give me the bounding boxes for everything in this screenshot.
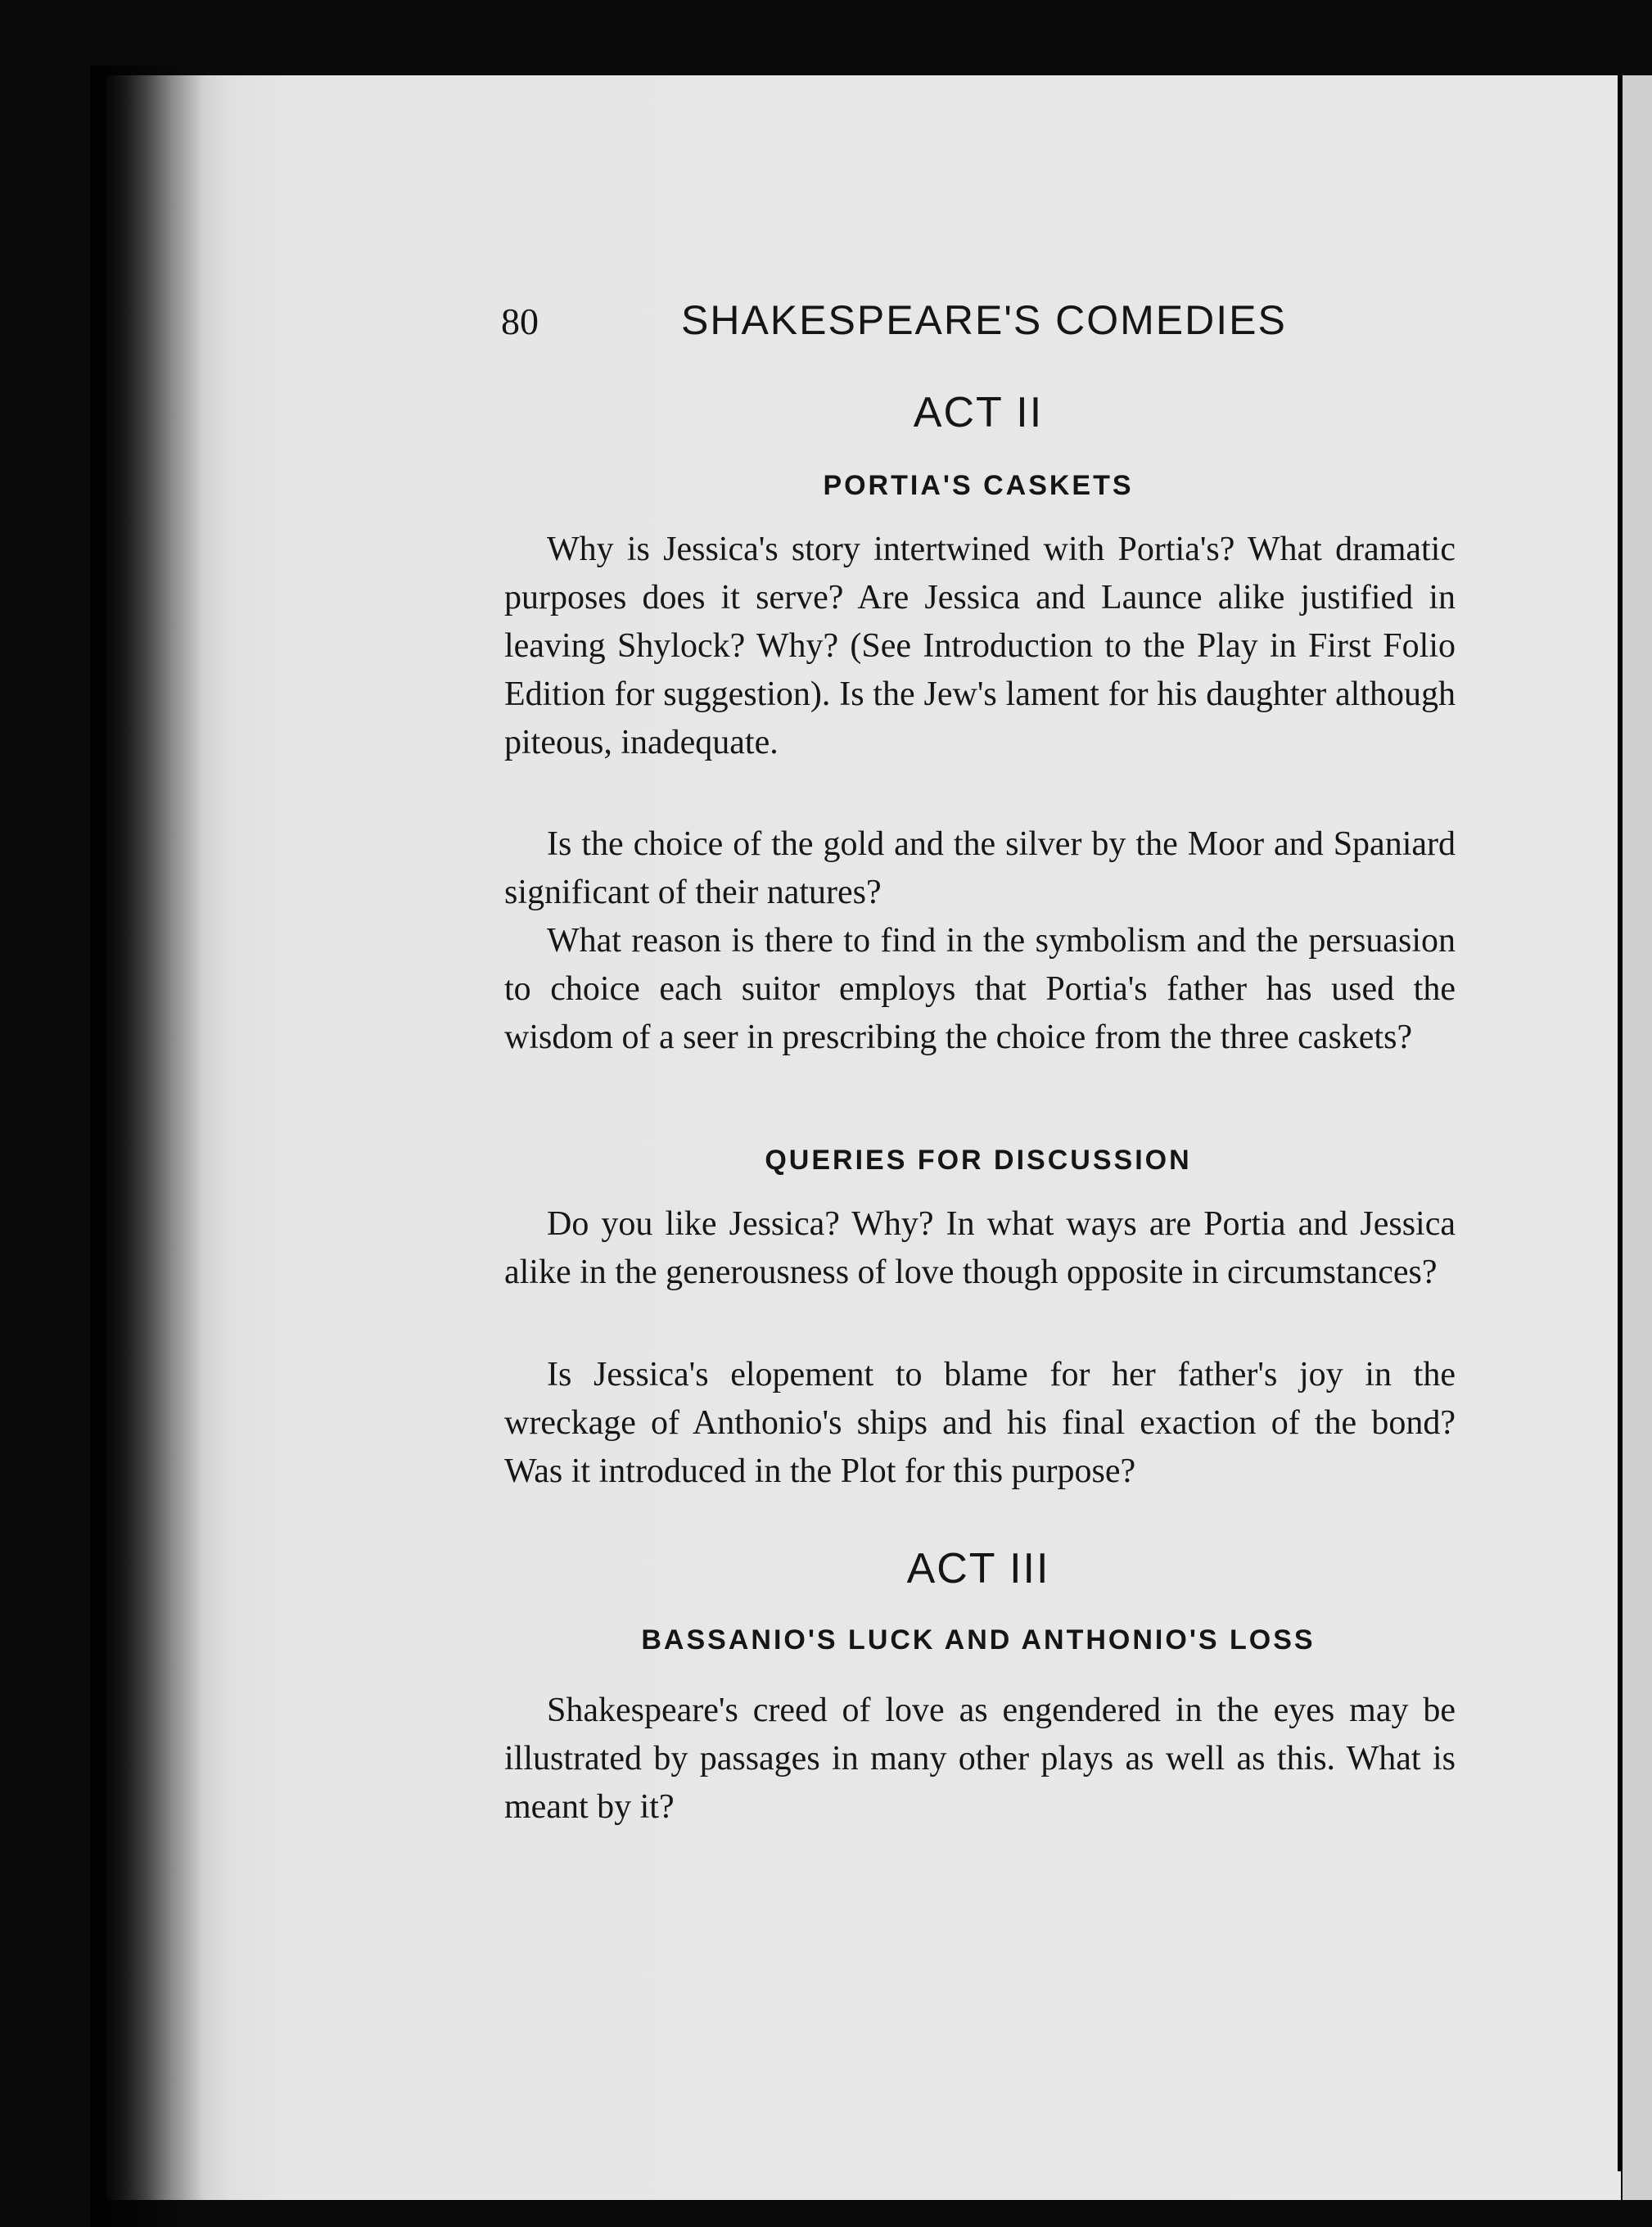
facing-page-edge [1623, 75, 1652, 2200]
paragraph: Is Jessica's elopement to blame for her father's joy in the wreckage of Anthonio's ships and his final exaction of the bond? Was it introduced in the Plot for this purpose? [504, 1356, 1456, 1490]
running-head [501, 297, 1459, 357]
page-number: 80 [501, 300, 539, 342]
act-2-heading: ACT II [913, 389, 1044, 436]
portias-caskets-heading: PORTIA'S CASKETS [823, 470, 1134, 501]
paragraph: Do you like Jessica? Why? In what ways are Portia and Jessica alike in the generousness of love though opposite in circumstances? [504, 1205, 1456, 1291]
running-title: SHAKESPEARE'S COMEDIES [681, 297, 1287, 343]
paragraph: What reason is there to find in the symbolism and the persuasion to choice each suitor employs that Portia's father has used the wisdom of a seer in prescribing the choice from the three caskets? [504, 922, 1456, 1056]
queries-heading: QUERIES FOR DISCUSSION [765, 1145, 1192, 1176]
paragraph: Why is Jessica's story intertwined with Portia's? What dramatic purposes does it serve? Are Jessica and Launce alike justified in leaving Shylock? Why? (See Introduction to the Play in First Folio Edition for suggestion). Is the Jew's lament for his daughter although piteous, inadequate. [504, 531, 1456, 761]
act-3-heading: ACT III [906, 1545, 1050, 1592]
paragraph: Is the choice of the gold and the silver by the Moor and Spaniard significant of their natures? [504, 825, 1456, 911]
spine-shadow [90, 66, 205, 2227]
bassanios-luck-heading: BASSANIO'S LUCK AND ANTHONIO'S LOSS [641, 1624, 1316, 1656]
paragraph: Shakespeare's creed of love as engendered in the eyes may be illustrated by passages in many other plays as well as this. What is meant by it? [504, 1692, 1456, 1826]
